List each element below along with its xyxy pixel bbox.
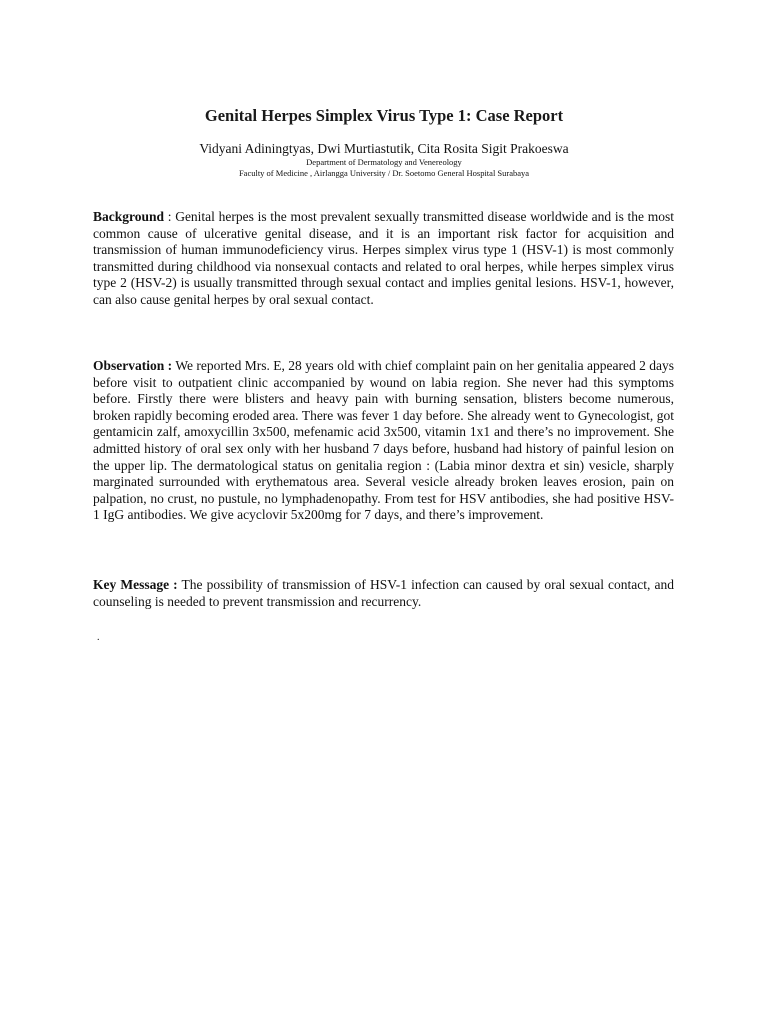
background-heading: Background: [93, 209, 165, 224]
observation-paragraph: [93, 358, 674, 524]
affiliation-faculty: Faculty of Medicine , Airlangga University / Dr. Soetomo General Hospital Surabaya: [238, 168, 530, 178]
paper-title: Genital Herpes Simplex Virus Type 1: Case Report: [204, 106, 564, 125]
key-message-heading: Key Message :: [93, 577, 178, 592]
observation-heading: Observation :: [93, 358, 173, 373]
key-message-text: The possibility of transmission of HSV-1 infection can caused by oral sexual contact, and counseling is needed to prevent transmission and recurrency.: [93, 577, 674, 609]
affiliation-department: Department of Dermatology and Venereology: [306, 157, 462, 167]
background-paragraph: [93, 209, 674, 309]
background-text: : Genital herpes is the most prevalent sexually transmitted disease worldwide and is the most common cause of ulcerative genital disease, and it is an important risk factor for acquisition and transmission of human immunodeficiency virus. Herpes simplex virus type 1 (HSV-1) is most commonly transmitted during childhood via nonsexual contacts and related to oral herpes, while herpes simplex virus type 2 (HSV-2) is usually transmitted through sexual contact and implies genital lesions. HSV-1, however, can also cause genital herpes by oral sexual contact.: [93, 209, 674, 307]
key-message-paragraph: [93, 577, 674, 610]
stray-dot-mark: .: [97, 632, 100, 643]
author-list: Vidyani Adiningtyas, Dwi Murtiastutik, Cita Rosita Sigit Prakoeswa: [199, 141, 569, 156]
observation-text: We reported Mrs. E, 28 years old with chief complaint pain on her genitalia appeared 2 days before visit to outpatient clinic accompanied by wound on labia region. She never had this symptoms before. Firstly there were blisters and heavy pain with burning sensation, blisters become numerous, broken rapidly becoming eroded area. There was fever 1 day before. She already went to Gynecologist, got gentamicin zalf, amoxycillin 3x500, mefenamic acid 3x500, vitamin 1x1 and there’s no improvement. She admitted history of oral sex only with her husband 7 days before, husband had history of painful lesion on the upper lip. The dermatological status on genitalia region : (Labia minor dextra et sin) vesicle, sharply marginated surrounded with erythematous area. Several vesicle already broken leaves erosion, pain on palpation, no crust, no pustule, no lymphadenopathy. From test for HSV antibodies, she had positive HSV-1 IgG antibodies. We give acyclovir 5x200mg for 7 days, and there’s improvement.: [93, 358, 674, 523]
